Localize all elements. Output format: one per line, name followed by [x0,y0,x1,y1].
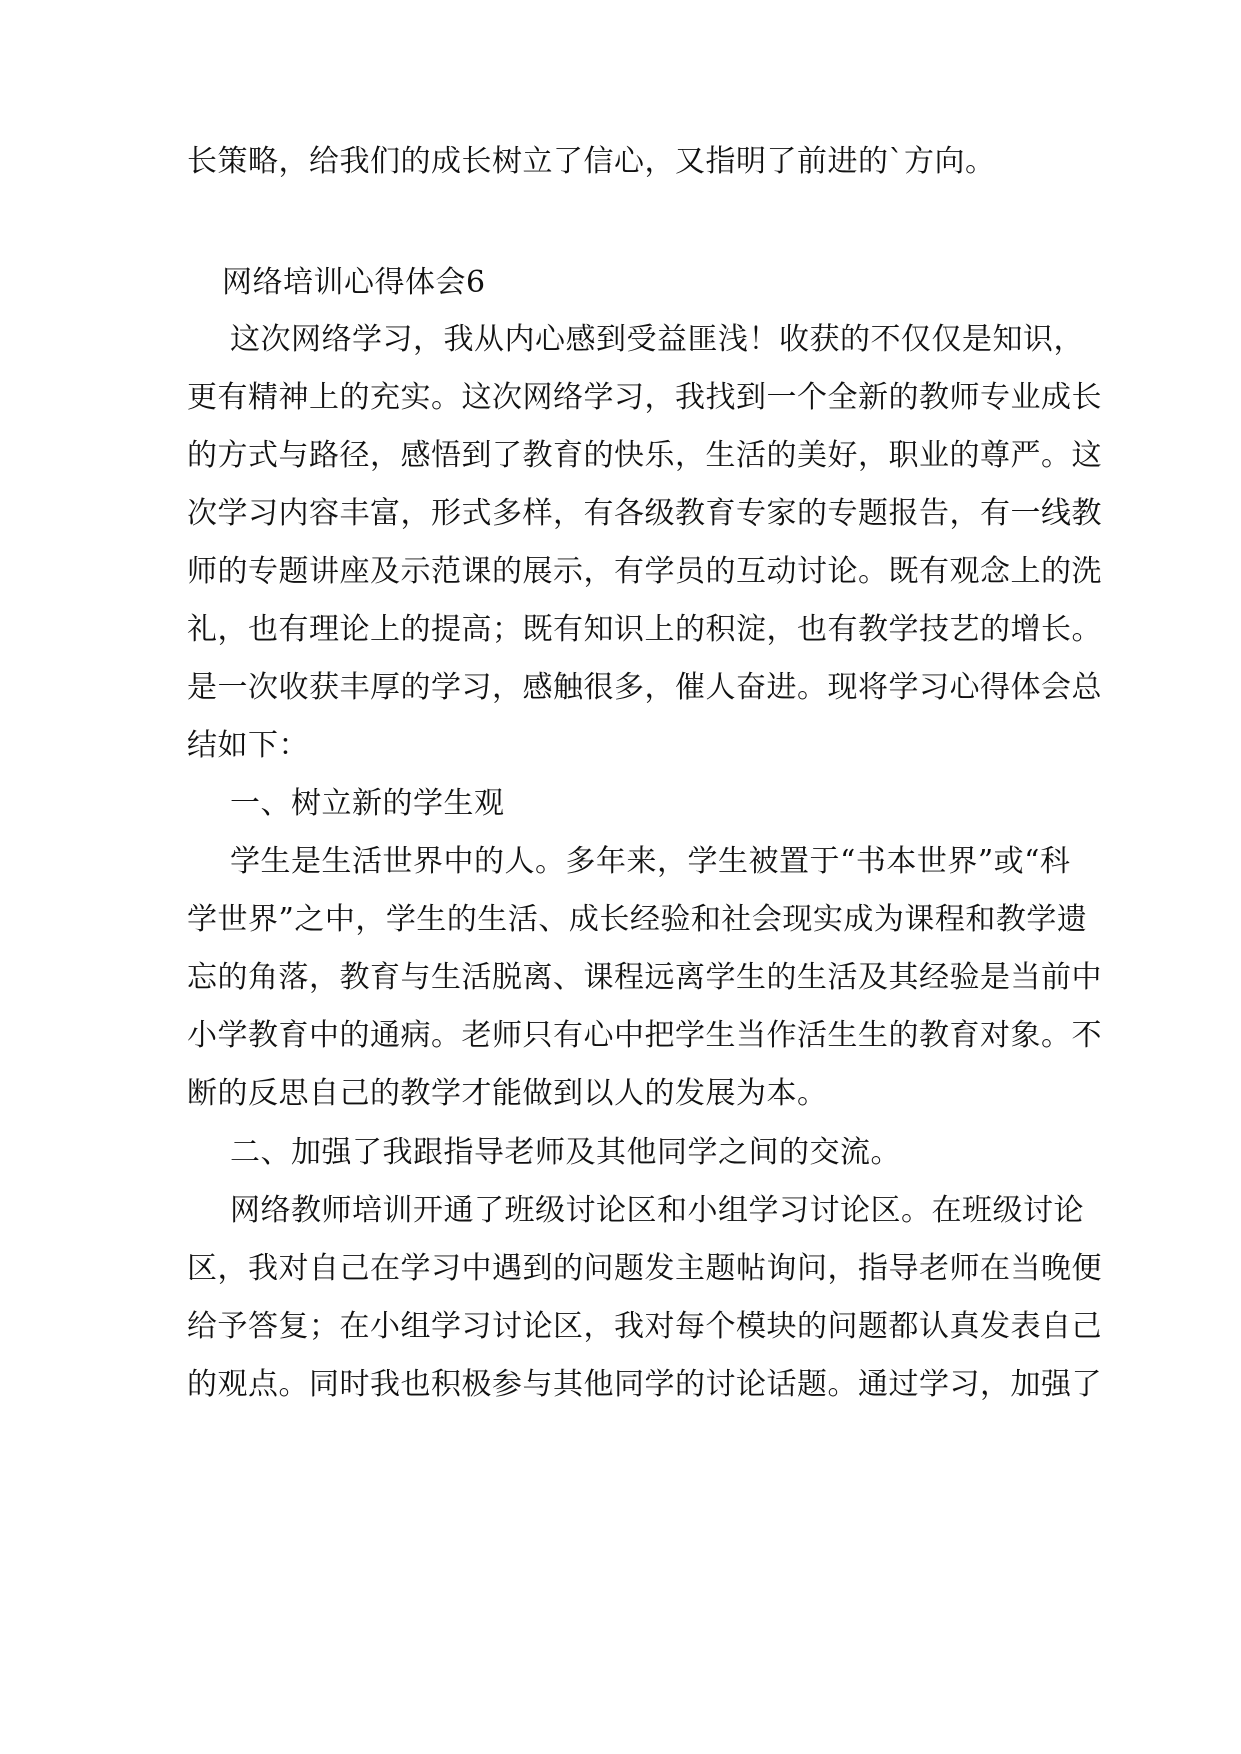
text-line: 断的反思自己的教学才能做到以人的发展为本。 [187,1076,828,1111]
text-line: 礼，也有理论上的提高；既有知识上的积淀，也有教学技艺的增长。 [187,612,1102,647]
text-line: 结如下： [187,728,309,763]
text-line: 是一次收获丰厚的学习，感触很多，催人奋进。现将学习心得体会总 [187,670,1102,705]
text-line: 给予答复；在小组学习讨论区，我对每个模块的问题都认真发表自己 [187,1309,1102,1344]
text-line: 区，我对自己在学习中遇到的问题发主题帖询问，指导老师在当晚便 [187,1251,1102,1286]
text-line: 的方式与路径，感悟到了教育的快乐，生活的美好，职业的尊严。这 [187,438,1102,473]
text-line: 忘的角落，教育与生活脱离、课程远离学生的生活及其经验是当前中 [187,960,1102,995]
text-line: 小学教育中的通病。老师只有心中把学生当作活生生的教育对象。不 [187,1018,1102,1053]
text-line: 学生是生活世界中的人。多年来，学生被置于“书本世界”或“科 [230,844,1071,879]
text-line: 次学习内容丰富，形式多样，有各级教育专家的专题报告，有一线教 [187,496,1102,531]
text-line: 师的专题讲座及示范课的展示，有学员的互动讨论。既有观念上的洗 [187,554,1102,589]
text-line: 的观点。同时我也积极参与其他同学的讨论话题。通过学习，加强了 [187,1367,1102,1402]
text-line: 网络教师培训开通了班级讨论区和小组学习讨论区。在班级讨论 [230,1193,1084,1228]
section-heading: 网络培训心得体会6 [222,265,486,300]
text-line: 长策略，给我们的成长树立了信心，又指明了前进的`方向。 [187,144,996,179]
text-line: 更有精神上的充实。这次网络学习，我找到一个全新的教师专业成长 [187,380,1102,415]
subheading: 二、加强了我跟指导老师及其他同学之间的交流。 [230,1135,901,1170]
text-line: 学世界”之中，学生的生活、成长经验和社会现实成为课程和教学遗 [187,902,1088,937]
text-line: 这次网络学习，我从内心感到受益匪浅！收获的不仅仅是知识， [230,322,1084,357]
subheading: 一、树立新的学生观 [230,786,505,821]
